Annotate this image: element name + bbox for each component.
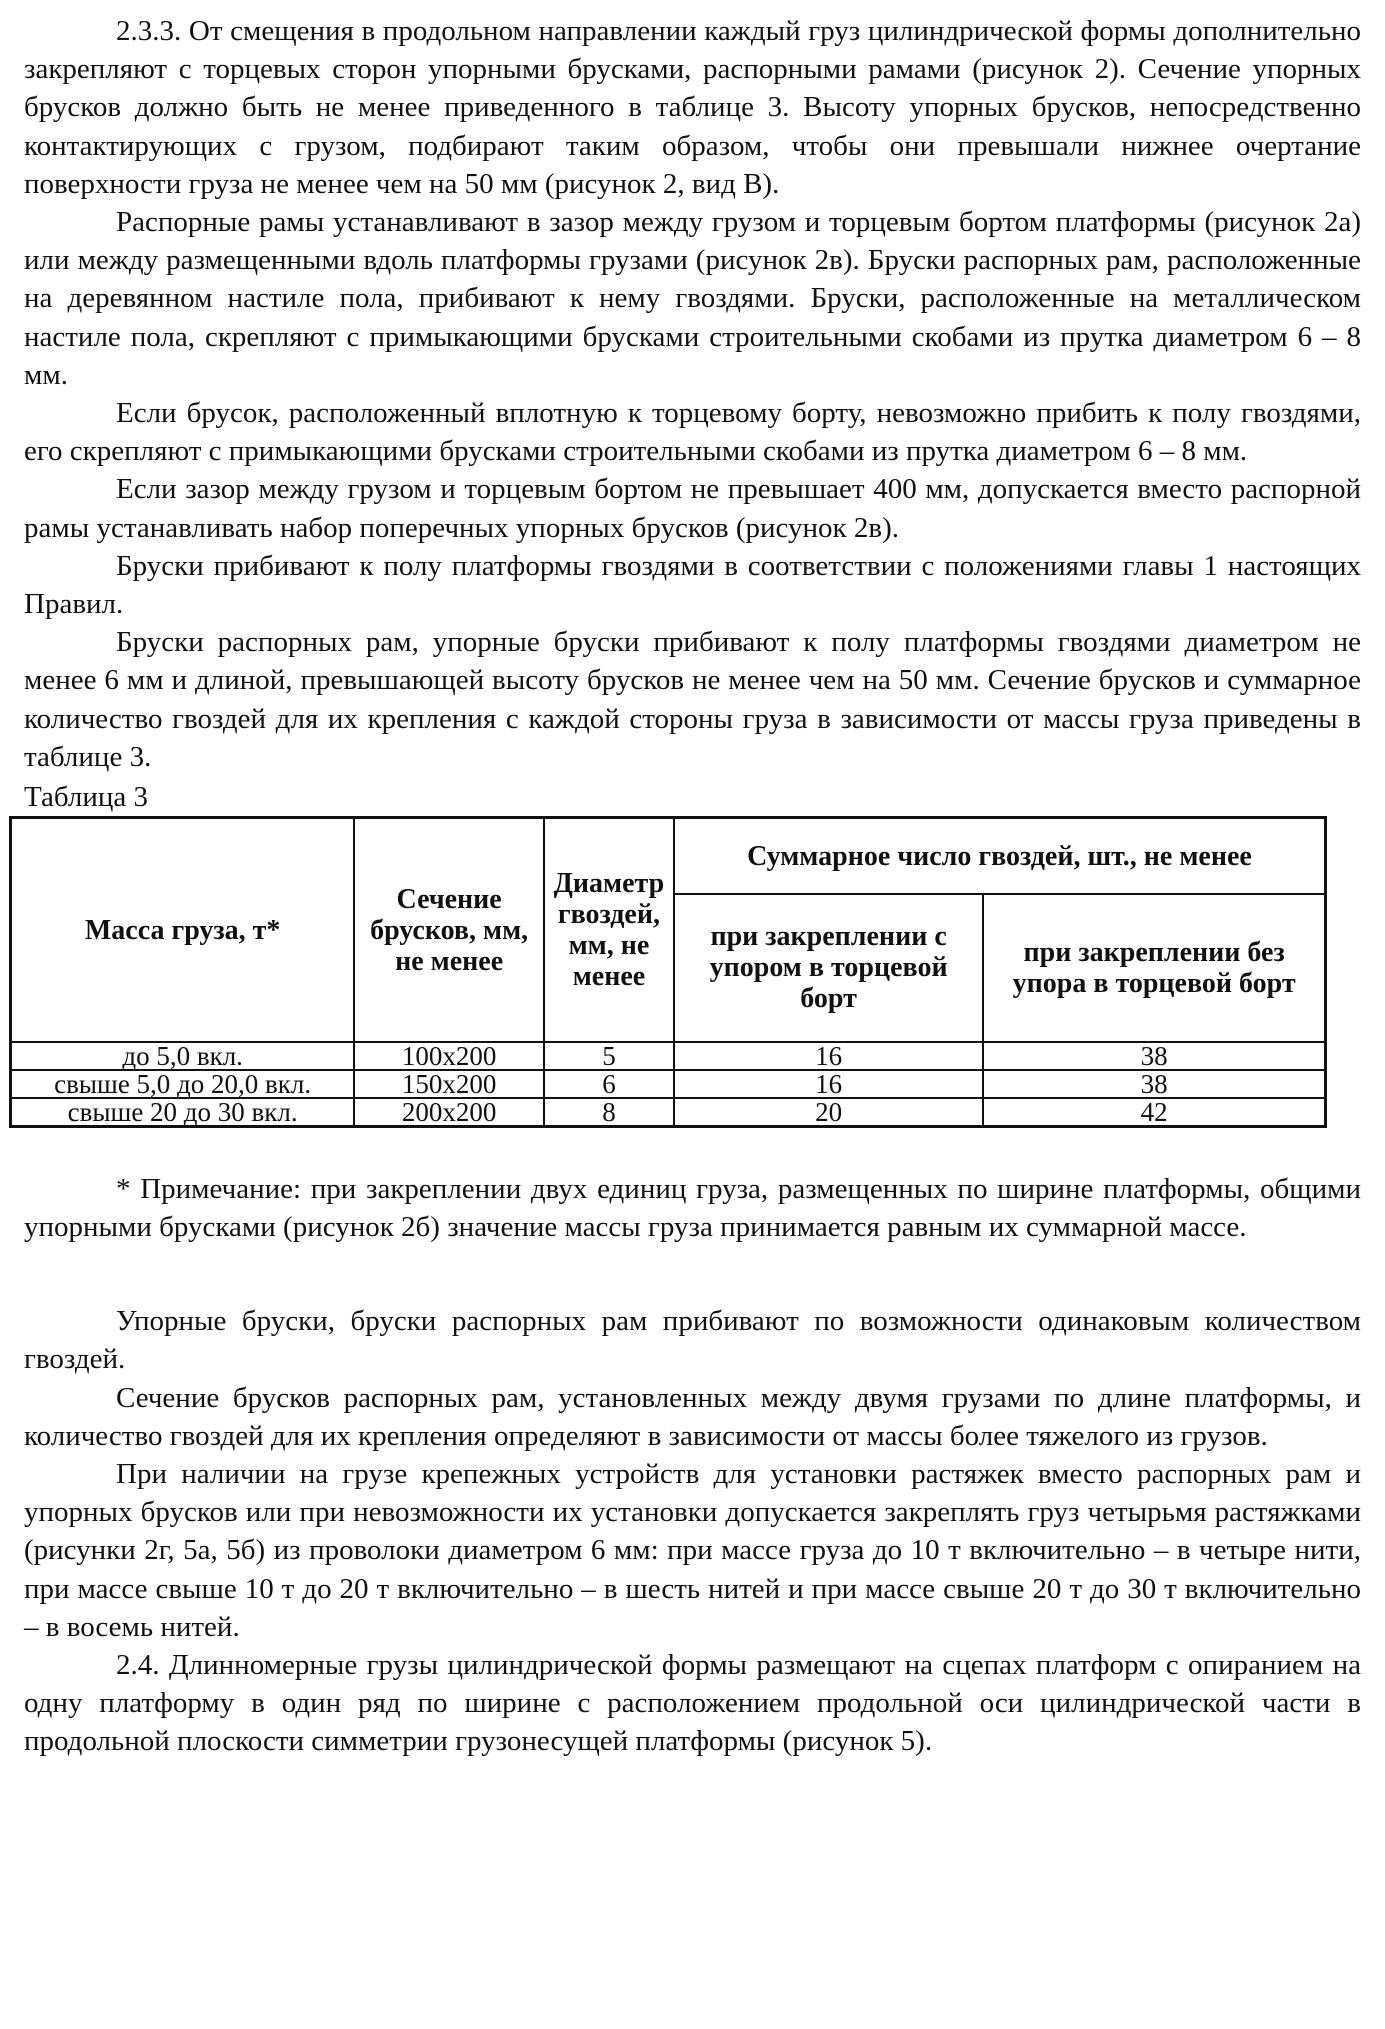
table-row	[11, 1098, 1326, 1127]
cell-section: 150х200	[354, 1070, 544, 1098]
cell-mass: свыше 5,0 до 20,0 вкл.	[11, 1070, 355, 1098]
cell-with-stop: 16	[674, 1042, 983, 1070]
paragraph-equal-nails: Упорные бруски, бруски распорных рам прибивают по возможности одинаковым количеством гвоздей.	[24, 1305, 1361, 1376]
paragraph-gap-400: Если зазор между грузом и торцевым бортом не превышает 400 мм, допускается вместо распорной рамы устанавливать набор поперечных упорных брусков (рисунок 2в).	[24, 473, 1361, 544]
cell-section: 200х200	[354, 1098, 544, 1127]
table-caption: Таблица 3	[24, 781, 149, 814]
cell-section: 100х200	[354, 1042, 544, 1070]
header-with-stop: при закреплении с упором в торцевой борт	[674, 894, 983, 1042]
table-note: * Примечание: при закреплении двух единиц груза, размещенных по ширине платформы, общими упорными брусками (рисунок 2б) значение массы груза принимается равным их суммарной массе.	[24, 1172, 1361, 1243]
cell-mass: свыше 20 до 30 вкл.	[11, 1098, 355, 1127]
table-row	[11, 1042, 1326, 1070]
header-total-nails: Суммарное число гвоздей, шт., не менее	[674, 818, 1326, 894]
cell-diameter: 5	[544, 1042, 674, 1070]
cell-without-stop: 38	[983, 1042, 1325, 1070]
paragraph-end-bar: Если брусок, расположенный вплотную к торцевому борту, невозможно прибить к полу гвоздями, его скрепляют с примыкающими брусками строительными скобами из прутка диаметром 6 – 8 мм.	[24, 397, 1361, 468]
header-without-stop: при закреплении без упора в торцевой борт	[983, 894, 1325, 1042]
header-diameter: Диаметр гвоздей, мм, не менее	[544, 818, 674, 1042]
paragraph-between-loads: Сечение брусков распорных рам, установленных между двумя грузами по длине платформы, и количество гвоздей для их крепления определяют в зависимости от массы более тяжелого из грузов.	[24, 1381, 1361, 1452]
header-section: Сечение брусков, мм, не менее	[354, 818, 544, 1042]
paragraph-2-3-3: 2.3.3. От смещения в продольном направлении каждый груз цилиндрической формы дополнительно закрепляют с торцевых сторон упорными брусками, распорными рамами (рисунок 2). Сечение упорных брусков должно быть не менее приведенного в таблице 3. Высоту упорных брусков, непосредственно контактирующих с грузом, подбирают таким образом, чтобы они превышали нижнее очертание поверхности груза не менее чем на 50 мм (рисунок 2, вид В).	[24, 15, 1361, 200]
cell-mass: до 5,0 вкл.	[11, 1042, 355, 1070]
cell-with-stop: 16	[674, 1070, 983, 1098]
paragraph-2-4: 2.4. Длинномерные грузы цилиндрической формы размещают на сцепах платформ с опиранием на одну платформу в один ряд по ширине с расположением продольной оси цилиндрической части в продольной плоскости симметрии грузонесущей платформы (рисунок 5).	[24, 1649, 1361, 1758]
paragraph-nailing-rules: Бруски прибивают к полу платформы гвоздями в соответствии с положениями главы 1 настоящих Правил.	[24, 549, 1361, 621]
paragraph-nail-diameter: Бруски распорных рам, упорные бруски прибивают к полу платформы гвоздями диаметром не менее 6 мм и длиной, превышающей высоту брусков не менее чем на 50 мм. Сечение брусков и суммарное количество гвоздей для их крепления с каждой стороны груза в зависимости от массы груза приведены в таблице 3.	[24, 626, 1361, 773]
cell-diameter: 8	[544, 1098, 674, 1127]
cell-without-stop: 38	[983, 1070, 1325, 1098]
cell-diameter: 6	[544, 1070, 674, 1098]
table-row	[11, 1070, 1326, 1098]
paragraph-tie-downs: При наличии на грузе крепежных устройств для установки растяжек вместо распорных рам и упорных брусков или при невозможности их установки допускается закреплять груз четырьмя растяжками (рисунки 2г, 5а, 5б) из проволоки диаметром 6 мм: при массе груза до 10 т включительно – в четыре нити, при массе свыше 10 т до 20 т включительно – в шесть нитей и при массе свыше 20 т до 30 т включительно – в восемь нитей.	[24, 1457, 1361, 1643]
paragraph-spacer-frames: Распорные рамы устанавливают в зазор между грузом и торцевым бортом платформы (рисунок 2а) или между размещенными вдоль платформы грузами (рисунок 2в). Бруски распорных рам, расположенные на деревянном настиле пола, прибивают к нему гвоздями. Бруски, расположенные на металлическом настиле пола, скрепляют с примыкающими брусками строительными скобами из прутка диаметром 6 – 8 мм.	[24, 206, 1361, 391]
header-mass: Масса груза, т*	[11, 818, 355, 1042]
nails-table	[9, 816, 1327, 1128]
cell-with-stop: 20	[674, 1098, 983, 1127]
cell-without-stop: 42	[983, 1098, 1325, 1127]
